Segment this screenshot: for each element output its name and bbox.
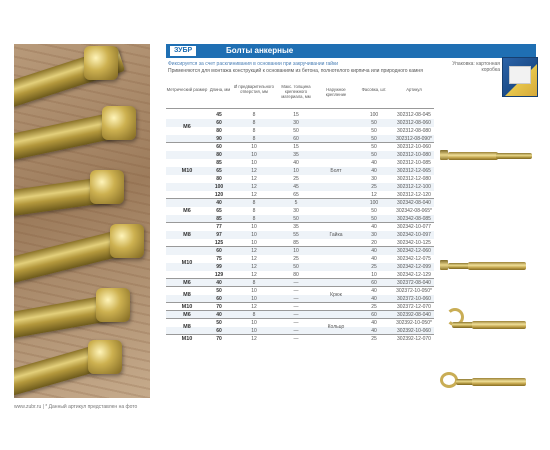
cell-pack: 40	[371, 160, 377, 166]
table-row	[166, 111, 434, 119]
cell-dia: 10	[251, 296, 257, 302]
cell-thk: —	[293, 320, 299, 326]
cell-len: 50	[216, 320, 222, 326]
cell-thk: 50	[293, 216, 299, 222]
table-row	[166, 247, 434, 255]
cell-thk: 15	[293, 144, 299, 150]
cell-len: 125	[214, 240, 224, 246]
cell-pack: 12	[371, 192, 377, 198]
cell-len: 45	[216, 112, 222, 118]
cell-art: 302372-10-060	[397, 296, 431, 302]
cell-dia: 10	[251, 240, 257, 246]
cell-thk: 15	[293, 112, 299, 118]
type-label: Гайка	[329, 232, 343, 238]
cell-dia: 10	[251, 320, 257, 326]
cell-pack: 40	[371, 288, 377, 294]
cell-pack: 10	[371, 272, 377, 278]
cell-pack: 50	[371, 144, 377, 150]
cell-art: 302342-08-065*	[396, 208, 432, 214]
cell-len: 80	[216, 152, 222, 158]
cell-art: 302312-12-100	[397, 184, 431, 190]
cell-art: 302312-08-045	[397, 112, 431, 118]
cell-pack: 25	[371, 184, 377, 190]
col-type: Наружное крепление	[325, 87, 347, 97]
cell-len: 129	[214, 272, 224, 278]
cell-pack: 30	[371, 176, 377, 182]
cell-thk: 30	[293, 208, 299, 214]
cell-len: 70	[216, 336, 222, 342]
cell-len: 100	[214, 184, 224, 190]
intro-text: Применяются для монтажа конструкций к основаниям из бетона, полнотелого кирпича или природного камня	[168, 68, 423, 74]
cell-dia: 8	[252, 120, 256, 126]
cell-len: 60	[216, 248, 222, 254]
cell-len: 80	[216, 176, 222, 182]
cell-thk: —	[293, 304, 299, 310]
cell-thk: 80	[293, 272, 299, 278]
type-label: Болт	[330, 168, 342, 174]
cell-art: 302342-12-099	[397, 264, 431, 270]
product-photo	[14, 44, 150, 398]
cell-art: 302342-12-075	[397, 256, 431, 262]
cell-dia: 10	[251, 160, 257, 166]
cell-pack: 40	[371, 328, 377, 334]
cell-dia: 8	[252, 312, 256, 318]
cell-art: 302342-08-040	[397, 200, 431, 206]
cell-pack: 50	[371, 216, 377, 222]
cell-dia: 12	[251, 256, 257, 262]
cell-len: 97	[216, 232, 222, 238]
col-diameter: Ø предварительного отверстия, мм	[234, 84, 274, 94]
size-label: M10	[181, 168, 193, 174]
table-row	[166, 151, 434, 159]
cell-art: 302312-12-120	[397, 192, 431, 198]
cell-pack: 50	[371, 136, 377, 142]
cell-dia: 8	[252, 112, 256, 118]
cell-len: 40	[216, 280, 222, 286]
cell-dia: 8	[252, 208, 256, 214]
cell-thk: 45	[293, 184, 299, 190]
table-row	[166, 199, 434, 207]
cell-pack: 20	[371, 240, 377, 246]
table-row	[166, 159, 434, 167]
cell-art: 302392-12-070	[397, 336, 431, 342]
cell-art: 302312-08-060	[397, 120, 431, 126]
size-label: M8	[183, 232, 191, 238]
cell-thk: 30	[293, 120, 299, 126]
cell-thk: —	[293, 312, 299, 318]
cell-len: 85	[216, 160, 222, 166]
table-row	[166, 183, 434, 191]
cell-art: 302342-10-077	[397, 224, 431, 230]
cell-dia: 8	[252, 128, 256, 134]
col-article: Артикул	[406, 87, 422, 92]
cell-thk: —	[293, 328, 299, 334]
cell-len: 85	[216, 216, 222, 222]
cell-art: 302312-08-080	[397, 128, 431, 134]
footer-note: www.zubr.ru | * Данный артикул представлен на фото	[14, 404, 138, 410]
cell-len: 77	[216, 224, 222, 230]
cell-thk: 35	[293, 224, 299, 230]
size-label: M10	[181, 304, 193, 310]
cell-len: 90	[216, 136, 222, 142]
table-row	[166, 223, 434, 231]
cell-art: 302372-08-040	[397, 280, 431, 286]
col-thickness: Макс. толщина крепежного материала, мм	[281, 84, 311, 99]
cell-len: 75	[216, 256, 222, 262]
cell-dia: 12	[251, 248, 257, 254]
cell-dia: 10	[251, 232, 257, 238]
cell-art: 302372-10-050*	[396, 288, 432, 294]
brand-logo: ЗУБР	[170, 46, 196, 56]
cell-pack: 40	[371, 168, 377, 174]
cell-art: 302312-10-060	[397, 144, 431, 150]
size-label: M6	[183, 280, 191, 286]
cell-len: 65	[216, 168, 222, 174]
cell-pack: 60	[371, 312, 377, 318]
type-label: Крюк	[330, 292, 342, 298]
cell-thk: 50	[293, 128, 299, 134]
cell-len: 60	[216, 328, 222, 334]
cell-len: 120	[214, 192, 224, 198]
cell-thk: 5	[294, 200, 298, 206]
cell-pack: 50	[371, 208, 377, 214]
cell-art: 302392-10-060	[397, 328, 431, 334]
col-size: Метрический размер	[166, 87, 208, 92]
size-label: M8	[183, 292, 191, 298]
cell-pack: 60	[371, 280, 377, 286]
header-bar	[166, 44, 536, 58]
cell-pack: 50	[371, 120, 377, 126]
cell-dia: 10	[251, 328, 257, 334]
cell-art: 302312-10-085	[397, 160, 431, 166]
cell-len: 60	[216, 120, 222, 126]
cell-dia: 8	[252, 216, 256, 222]
cell-pack: 40	[371, 224, 377, 230]
cell-art: 302312-12-065	[397, 168, 431, 174]
table-row	[166, 143, 434, 151]
cell-len: 65	[216, 208, 222, 214]
cell-thk: 35	[293, 152, 299, 158]
cell-len: 40	[216, 200, 222, 206]
cell-thk: 25	[293, 176, 299, 182]
cell-thk: 65	[293, 192, 299, 198]
cell-thk: —	[293, 296, 299, 302]
cell-dia: 12	[251, 304, 257, 310]
cell-pack: 40	[371, 248, 377, 254]
cell-dia: 10	[251, 144, 257, 150]
page-title: Болты анкерные	[226, 46, 294, 55]
cell-len: 99	[216, 264, 222, 270]
cell-art: 302312-10-080	[397, 152, 431, 158]
cell-dia: 8	[252, 200, 256, 206]
cell-art: 302342-12-060	[397, 248, 431, 254]
cell-dia: 10	[251, 288, 257, 294]
cell-dia: 12	[251, 168, 257, 174]
cell-len: 80	[216, 128, 222, 134]
cell-dia: 12	[251, 184, 257, 190]
feature-text: Фиксируется за счет расклинивания в основании при закручивании гайки	[168, 61, 339, 67]
cell-pack: 50	[371, 152, 377, 158]
cell-dia: 10	[251, 224, 257, 230]
cell-len: 70	[216, 304, 222, 310]
type-label: Кольцо	[327, 324, 345, 330]
size-label: M10	[181, 336, 193, 342]
cell-dia: 12	[251, 336, 257, 342]
cell-pack: 25	[371, 264, 377, 270]
cell-pack: 40	[371, 256, 377, 262]
size-label: M6	[183, 208, 191, 214]
cell-art: 302392-08-040	[397, 312, 431, 318]
cell-len: 60	[216, 296, 222, 302]
packaging-label: Упаковка: картонная коробка	[452, 61, 500, 73]
col-pack: Фасовка, шт.	[361, 87, 387, 92]
cell-dia: 8	[252, 136, 256, 142]
cell-art: 302392-10-050*	[396, 320, 432, 326]
cell-art: 302342-12-129	[397, 272, 431, 278]
cell-len: 40	[216, 312, 222, 318]
cell-thk: 50	[293, 264, 299, 270]
cell-pack: 40	[371, 320, 377, 326]
packaging-box-image	[502, 57, 538, 97]
cell-dia: 12	[251, 176, 257, 182]
cell-thk: —	[293, 288, 299, 294]
cell-art: 302312-12-080	[397, 176, 431, 182]
cell-art: 302372-12-070	[397, 304, 431, 310]
size-label: M6	[183, 312, 191, 318]
cell-dia: 12	[251, 264, 257, 270]
cell-pack: 40	[371, 296, 377, 302]
cell-pack: 100	[369, 200, 379, 206]
cell-pack: 30	[371, 232, 377, 238]
cell-len: 60	[216, 144, 222, 150]
cell-thk: —	[293, 280, 299, 286]
cell-dia: 12	[251, 192, 257, 198]
cell-len: 50	[216, 288, 222, 294]
cell-pack: 25	[371, 336, 377, 342]
size-label: M10	[181, 260, 193, 266]
cell-thk: 25	[293, 256, 299, 262]
table-header	[166, 84, 434, 109]
cell-thk: 10	[293, 168, 299, 174]
col-length: Длина, мм	[209, 87, 231, 92]
cell-dia: 8	[252, 280, 256, 286]
cell-thk: 55	[293, 232, 299, 238]
table-row	[166, 175, 434, 183]
size-label: M8	[183, 324, 191, 330]
cell-pack: 25	[371, 304, 377, 310]
size-label: M6	[183, 124, 191, 130]
cell-thk: 60	[293, 136, 299, 142]
cell-art: 302342-10-125	[397, 240, 431, 246]
cell-pack: 100	[369, 112, 379, 118]
cell-thk: —	[293, 336, 299, 342]
cell-thk: 10	[293, 248, 299, 254]
cell-thk: 40	[293, 160, 299, 166]
cell-art: 302312-08-090*	[396, 136, 432, 142]
cell-pack: 50	[371, 128, 377, 134]
cell-art: 302342-10-097	[397, 232, 431, 238]
cell-dia: 12	[251, 272, 257, 278]
cell-thk: 85	[293, 240, 299, 246]
cell-art: 302342-08-085	[397, 216, 431, 222]
cell-dia: 10	[251, 152, 257, 158]
